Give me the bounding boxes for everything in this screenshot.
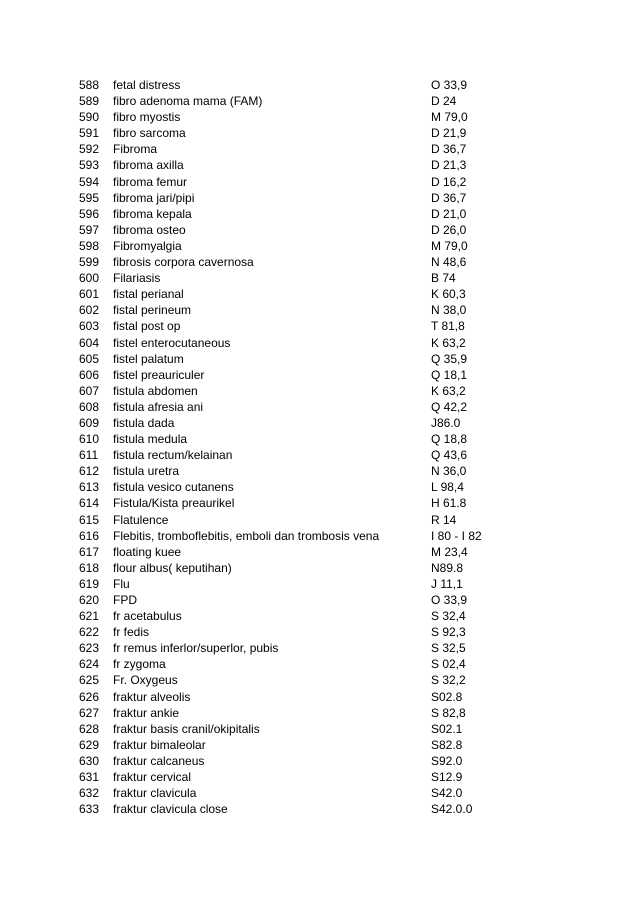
row-number: 599 xyxy=(79,255,100,270)
list-item xyxy=(0,689,638,705)
list-item xyxy=(0,624,638,640)
icd-code: N 36,0 xyxy=(431,464,467,479)
icd-code: S92.0 xyxy=(431,753,463,768)
row-number: 595 xyxy=(79,190,100,205)
diagnosis-name: fistula medula xyxy=(113,432,188,447)
list-item xyxy=(0,512,638,528)
row-number: 626 xyxy=(79,689,100,704)
diagnosis-name: fr fedis xyxy=(113,625,150,640)
list-item xyxy=(0,383,638,399)
icd-code: M 79,0 xyxy=(431,110,468,125)
diagnosis-name: fraktur ankie xyxy=(113,705,180,720)
list-item xyxy=(0,560,638,576)
diagnosis-name: fistel preauriculer xyxy=(113,367,205,382)
icd-code: D 36,7 xyxy=(431,142,467,157)
diagnosis-name: Fibromyalgia xyxy=(113,238,182,253)
diagnosis-name: Flebitis, tromboflebitis, emboli dan trombosis vena xyxy=(113,528,380,543)
list-item xyxy=(0,190,638,206)
diagnosis-name: Fr. Oxygeus xyxy=(113,673,178,688)
diagnosis-name: fibro adenoma mama (FAM) xyxy=(113,94,263,109)
list-item xyxy=(0,254,638,270)
icd-code: K 60,3 xyxy=(431,287,466,302)
diagnosis-name: fraktur basis cranil/okipitalis xyxy=(113,721,260,736)
icd-code: S 32,4 xyxy=(431,609,466,624)
icd-code: Q 18,8 xyxy=(431,432,468,447)
list-item xyxy=(0,399,638,415)
icd-code: O 33,9 xyxy=(431,78,468,92)
row-number: 603 xyxy=(79,319,100,334)
row-number: 632 xyxy=(79,786,100,801)
row-number: 622 xyxy=(79,625,100,640)
list-item xyxy=(0,528,638,544)
icd-code: D 21,3 xyxy=(431,158,467,173)
icd-code: J 11,1 xyxy=(431,576,463,591)
diagnosis-name: fistula abdomen xyxy=(113,383,198,398)
icd-code: D 21,0 xyxy=(431,206,467,221)
list-item xyxy=(0,335,638,351)
diagnosis-name: fistal perianal xyxy=(113,287,184,302)
diagnosis-name: fistula uretra xyxy=(113,464,180,479)
row-number: 590 xyxy=(79,110,100,125)
list-item xyxy=(0,769,638,785)
list-item xyxy=(0,431,638,447)
icd-code: D 26,0 xyxy=(431,222,467,237)
diagnosis-name: fibro sarcoma xyxy=(113,126,186,141)
diagnosis-name: fraktur cervical xyxy=(113,770,192,785)
icd-code: Q 43,6 xyxy=(431,448,468,463)
list-item xyxy=(0,544,638,560)
diagnosis-name: fistel palatum xyxy=(113,351,184,366)
icd-code: S12.9 xyxy=(431,770,463,785)
icd-code: R 14 xyxy=(431,512,457,527)
icd-code: S 32,2 xyxy=(431,673,466,688)
row-number: 633 xyxy=(79,802,100,817)
diagnosis-name: fistel enterocutaneous xyxy=(113,335,231,350)
row-number: 620 xyxy=(79,593,100,607)
row-number: 616 xyxy=(79,528,100,543)
diagnosis-name: fistula rectum/kelainan xyxy=(113,448,233,463)
icd-code: S42.0.0 xyxy=(431,802,473,817)
icd-code: S 32,5 xyxy=(431,641,466,656)
list-item xyxy=(0,109,638,125)
row-number: 607 xyxy=(79,383,100,398)
row-number: 609 xyxy=(79,415,100,430)
row-number: 621 xyxy=(79,609,100,624)
row-number: 602 xyxy=(79,303,100,318)
list-item xyxy=(0,640,638,656)
list-item xyxy=(0,157,638,173)
row-number: 619 xyxy=(79,576,100,591)
row-number: 592 xyxy=(79,142,100,157)
list-item xyxy=(0,125,638,141)
diagnosis-name: fistal post op xyxy=(113,319,181,334)
list-item xyxy=(0,495,638,511)
icd-code: K 63,2 xyxy=(431,383,466,398)
row-number: 624 xyxy=(79,657,100,672)
row-number: 589 xyxy=(79,94,100,109)
icd-code: M 79,0 xyxy=(431,238,468,253)
row-number: 606 xyxy=(79,367,100,382)
diagnosis-name: fibrosis corpora cavernosa xyxy=(113,255,254,270)
icd-code: Q 18,1 xyxy=(431,367,468,382)
icd-code: N 48,6 xyxy=(431,255,467,270)
icd-code: J86.0 xyxy=(431,415,461,430)
icd-code: T 81,8 xyxy=(431,319,465,334)
icd-code: S02.8 xyxy=(431,689,463,704)
row-number: 628 xyxy=(79,721,100,736)
diagnosis-name: flour albus( keputihan) xyxy=(113,560,232,575)
diagnosis-name: Filariasis xyxy=(113,271,161,286)
list-item xyxy=(0,592,638,608)
row-number: 600 xyxy=(79,271,100,286)
icd-code: O 33,9 xyxy=(431,593,468,607)
diagnosis-name: FPD xyxy=(113,593,137,607)
icd-code: S42.0 xyxy=(431,786,463,801)
row-number: 618 xyxy=(79,560,100,575)
row-number: 623 xyxy=(79,641,100,656)
list-item xyxy=(0,479,638,495)
icd-code: S02.1 xyxy=(431,721,463,736)
diagnosis-name: fr acetabulus xyxy=(113,609,182,624)
row-number: 608 xyxy=(79,399,100,414)
diagnosis-name: fraktur bimaleolar xyxy=(113,737,206,752)
list-item xyxy=(0,93,638,109)
icd-code: N89.8 xyxy=(431,560,464,575)
row-number: 591 xyxy=(79,126,100,141)
diagnosis-code-list xyxy=(0,77,638,817)
icd-code: D 16,2 xyxy=(431,174,467,189)
list-item xyxy=(0,415,638,431)
list-item xyxy=(0,141,638,157)
row-number: 630 xyxy=(79,753,100,768)
diagnosis-name: fistula afresia ani xyxy=(113,399,204,414)
icd-code: M 23,4 xyxy=(431,544,468,559)
list-item xyxy=(0,238,638,254)
diagnosis-name: Fistula/Kista preaurikel xyxy=(113,496,235,511)
diagnosis-name: fistula dada xyxy=(113,415,175,430)
row-number: 615 xyxy=(79,512,100,527)
row-number: 594 xyxy=(79,174,100,189)
row-number: 629 xyxy=(79,737,100,752)
icd-code: S 02,4 xyxy=(431,657,466,672)
icd-code: S 92,3 xyxy=(431,625,466,640)
row-number: 597 xyxy=(79,222,100,237)
list-item xyxy=(0,463,638,479)
diagnosis-name: fr zygoma xyxy=(113,657,166,672)
row-number: 625 xyxy=(79,673,100,688)
list-item xyxy=(0,753,638,769)
row-number: 604 xyxy=(79,335,100,350)
icd-code: H 61.8 xyxy=(431,496,467,511)
list-item xyxy=(0,672,638,688)
diagnosis-name: fraktur calcaneus xyxy=(113,753,205,768)
icd-code: D 21,9 xyxy=(431,126,467,141)
list-item xyxy=(0,705,638,721)
list-item xyxy=(0,302,638,318)
row-number: 613 xyxy=(79,480,100,495)
row-number: 605 xyxy=(79,351,100,366)
diagnosis-name: fibro myostis xyxy=(113,110,181,125)
list-item xyxy=(0,785,638,801)
list-item xyxy=(0,576,638,592)
diagnosis-name: fr remus inferlor/superlor, pubis xyxy=(113,641,279,656)
icd-code: Q 35,9 xyxy=(431,351,468,366)
icd-code: L 98,4 xyxy=(431,480,464,495)
row-number: 598 xyxy=(79,238,100,253)
row-number: 593 xyxy=(79,158,100,173)
list-item xyxy=(0,801,638,817)
diagnosis-name: Flu xyxy=(113,576,130,591)
icd-code: D 36,7 xyxy=(431,190,467,205)
list-item xyxy=(0,206,638,222)
list-item xyxy=(0,656,638,672)
row-number: 610 xyxy=(79,432,100,447)
icd-code: S82.8 xyxy=(431,737,463,752)
diagnosis-name: fibroma kepala xyxy=(113,206,192,221)
icd-code: Q 42,2 xyxy=(431,399,468,414)
row-number: 601 xyxy=(79,287,100,302)
list-item xyxy=(0,367,638,383)
list-item xyxy=(0,351,638,367)
row-number: 631 xyxy=(79,770,100,785)
row-number: 588 xyxy=(79,78,100,92)
list-item xyxy=(0,174,638,190)
icd-code: B 74 xyxy=(431,271,456,286)
diagnosis-name: fibroma jari/pipi xyxy=(113,190,195,205)
icd-code: N 38,0 xyxy=(431,303,467,318)
diagnosis-name: fibroma axilla xyxy=(113,158,184,173)
diagnosis-name: fibroma osteo xyxy=(113,222,186,237)
icd-code: I 80 - I 82 xyxy=(431,528,482,543)
row-number: 617 xyxy=(79,544,100,559)
list-item xyxy=(0,270,638,286)
list-item xyxy=(0,77,638,93)
icd-code: S 82,8 xyxy=(431,705,466,720)
list-item xyxy=(0,447,638,463)
list-item xyxy=(0,608,638,624)
row-number: 614 xyxy=(79,496,100,511)
row-number: 612 xyxy=(79,464,100,479)
diagnosis-name: fetal distress xyxy=(113,78,181,92)
diagnosis-name: fraktur alveolis xyxy=(113,689,191,704)
diagnosis-name: fistal perineum xyxy=(113,303,192,318)
list-item xyxy=(0,721,638,737)
list-item xyxy=(0,318,638,334)
diagnosis-name: floating kuee xyxy=(113,544,182,559)
list-item xyxy=(0,737,638,753)
diagnosis-name: fibroma femur xyxy=(113,174,188,189)
row-number: 611 xyxy=(79,448,99,463)
diagnosis-name: fraktur clavicula close xyxy=(113,802,228,817)
diagnosis-name: fistula vesico cutanens xyxy=(113,480,234,495)
icd-code: K 63,2 xyxy=(431,335,466,350)
list-item xyxy=(0,222,638,238)
row-number: 627 xyxy=(79,705,100,720)
diagnosis-name: Fibroma xyxy=(113,142,158,157)
icd-code: D 24 xyxy=(431,94,457,109)
list-item xyxy=(0,286,638,302)
row-number: 596 xyxy=(79,206,100,221)
diagnosis-name: fraktur clavicula xyxy=(113,786,197,801)
diagnosis-name: Flatulence xyxy=(113,512,169,527)
